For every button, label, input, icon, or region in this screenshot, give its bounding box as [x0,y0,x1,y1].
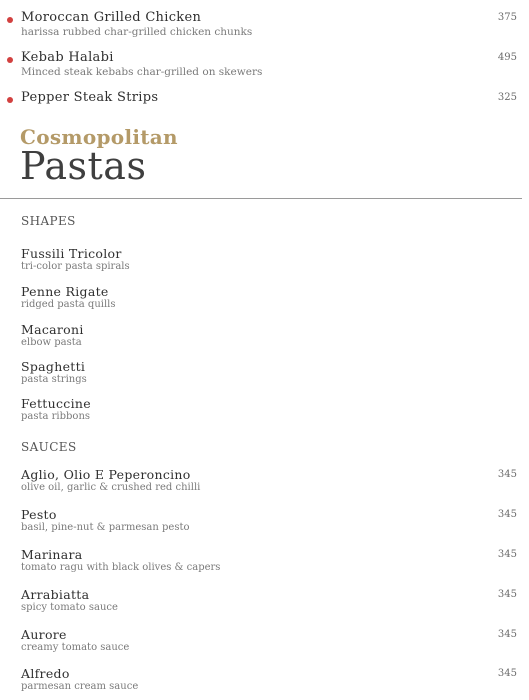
item-name: Pesto [21,507,57,522]
item-description: olive oil, garlic & crushed red chilli [21,482,201,493]
item-price: 375 [497,12,517,23]
item-description: tri-color pasta spirals [21,261,130,272]
item-description: parmesan cream sauce [21,681,139,692]
section-heading-sauces: SAUCES [21,440,77,454]
item-price: 345 [497,509,517,520]
item-price: 345 [497,668,517,679]
item-price: 495 [497,52,517,63]
item-description: pasta strings [21,374,87,385]
item-description: basil, pine-nut & parmesan pesto [21,522,190,533]
item-name: Fettuccine [21,396,91,411]
item-price: 345 [497,549,517,560]
item-description: elbow pasta [21,337,82,348]
item-description: pasta ribbons [21,411,91,422]
item-description: tomato ragu with black olives & capers [21,562,221,573]
item-name: Penne Rigate [21,284,109,299]
item-description: spicy tomato sauce [21,602,118,613]
item-name: Aglio, Olio E Peperoncino [21,467,191,482]
item-name: Moroccan Grilled Chicken [21,10,202,25]
bullet-icon [7,17,13,23]
bullet-icon [7,97,13,103]
item-description: ridged pasta quills [21,299,116,310]
item-description: harissa rubbed char-grilled chicken chunks [21,26,253,38]
item-description: Minced steak kebabs char-grilled on skewers [21,66,263,78]
item-price: 325 [497,92,517,103]
item-name: Spaghetti [21,359,86,374]
item-price: 345 [497,629,517,640]
item-name: Fussili Tricolor [21,246,122,261]
item-name: Aurore [21,627,67,642]
item-description: creamy tomato sauce [21,642,130,653]
section-heading-shapes: SHAPES [21,214,76,228]
item-name: Arrabiatta [21,587,90,602]
item-name: Alfredo [21,666,70,681]
page-title: Pastas [20,144,147,188]
item-price: 345 [497,469,517,480]
item-name: Kebab Halabi [21,50,114,65]
item-name: Marinara [21,547,83,562]
item-name: Pepper Steak Strips [21,90,159,105]
item-name: Macaroni [21,322,84,337]
bullet-icon [7,57,13,63]
divider [0,198,522,199]
item-price: 345 [497,589,517,600]
brand-name: Cosmopolitan [20,125,178,149]
